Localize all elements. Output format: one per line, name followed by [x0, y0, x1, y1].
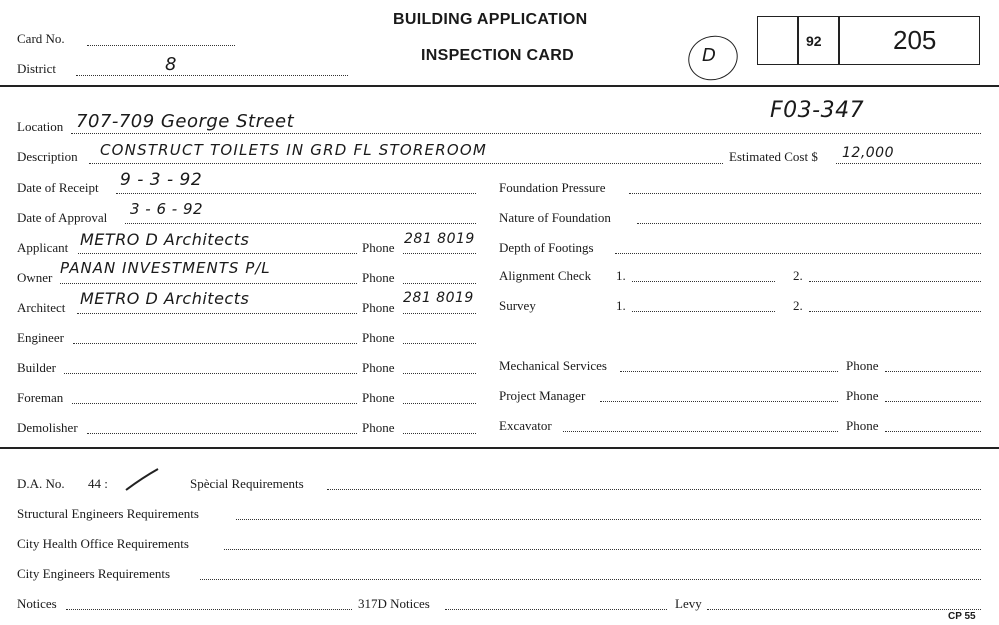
requirements-divider	[0, 447, 999, 449]
engineer-phone-field[interactable]	[403, 343, 476, 344]
engineer-field[interactable]	[73, 343, 357, 344]
engineer-phone-label: Phone	[362, 330, 395, 345]
mechanical-services-field[interactable]	[620, 371, 838, 372]
alignment-check-label: Alignment Check	[499, 268, 592, 283]
excavator-field[interactable]	[563, 431, 838, 432]
architect-field[interactable]	[77, 313, 357, 314]
mechanical-phone-field[interactable]	[885, 371, 981, 372]
architect-phone-field[interactable]	[403, 313, 476, 314]
structural-engineers-field[interactable]	[236, 519, 981, 520]
owner-value: PANAN INVESTMENTS P/L	[60, 259, 271, 277]
levy-field[interactable]	[707, 609, 981, 610]
survey-1-label: 1.	[616, 298, 626, 313]
card-no-label: Card No.	[17, 31, 65, 46]
estimated-cost-field[interactable]	[836, 163, 981, 164]
date-of-receipt-label: Date of Receipt	[17, 180, 99, 195]
foreman-field[interactable]	[72, 403, 357, 404]
owner-phone-field[interactable]	[403, 283, 476, 284]
owner-field[interactable]	[60, 283, 357, 284]
location-label: Location	[17, 119, 64, 134]
header-divider	[0, 85, 999, 87]
architect-phone-label: Phone	[362, 300, 395, 315]
project-manager-label: Project Manager	[499, 388, 586, 403]
depth-of-footings-label: Depth of Footings	[499, 240, 594, 255]
alignment-check-1-label: 1.	[616, 268, 626, 283]
notices-field[interactable]	[66, 609, 352, 610]
city-health-office-label: City Health Office Requirements	[17, 536, 189, 551]
architect-value: METRO D Architects	[80, 289, 250, 308]
city-health-office-field[interactable]	[224, 549, 981, 550]
builder-phone-label: Phone	[362, 360, 395, 375]
date-of-approval-value: 3 - 6 - 92	[130, 200, 204, 218]
applicant-phone-label: Phone	[362, 240, 395, 255]
demolisher-phone-field[interactable]	[403, 433, 476, 434]
description-field[interactable]	[89, 163, 723, 164]
foreman-phone-field[interactable]	[403, 403, 476, 404]
alignment-check-1-field[interactable]	[632, 281, 775, 282]
description-value: CONSTRUCT TOILETS IN GRD FL STOREROOM	[100, 141, 487, 159]
da-no-value: 44 :	[88, 476, 108, 491]
builder-phone-field[interactable]	[403, 373, 476, 374]
nature-of-foundation-label: Nature of Foundation	[499, 210, 611, 225]
card-title-line1: BUILDING APPLICATION	[393, 11, 588, 28]
date-of-receipt-value: 9 - 3 - 92	[120, 170, 203, 190]
applicant-phone-field[interactable]	[403, 253, 476, 254]
alignment-check-2-label: 2.	[793, 268, 803, 283]
nature-of-foundation-field[interactable]	[637, 223, 981, 224]
demolisher-phone-label: Phone	[362, 420, 395, 435]
special-requirements-label: Spècial Requirements	[190, 476, 304, 491]
notices-label: Notices	[17, 596, 57, 611]
district-field[interactable]	[76, 75, 348, 76]
date-of-approval-field[interactable]	[125, 223, 476, 224]
structural-engineers-label: Structural Engineers Requirements	[17, 506, 199, 521]
description-label: Description	[17, 149, 78, 164]
owner-phone-label: Phone	[362, 270, 395, 285]
builder-field[interactable]	[64, 373, 357, 374]
notices-317d-field[interactable]	[445, 609, 667, 610]
applicant-label: Applicant	[17, 240, 69, 255]
project-manager-phone-label: Phone	[846, 388, 879, 403]
foundation-pressure-label: Foundation Pressure	[499, 180, 606, 195]
da-slash-mark	[122, 466, 162, 494]
city-engineers-field[interactable]	[200, 579, 981, 580]
applicant-value: METRO D Architects	[80, 230, 250, 249]
architect-phone-value: 281 8019	[403, 290, 474, 306]
foreman-label: Foreman	[17, 390, 64, 405]
demolisher-field[interactable]	[87, 433, 357, 434]
da-no-label: D.A. No.	[17, 476, 65, 491]
survey-2-label: 2.	[793, 298, 803, 313]
date-of-receipt-field[interactable]	[116, 193, 476, 194]
mechanical-phone-label: Phone	[846, 358, 879, 373]
estimated-cost-value: 12,000	[842, 145, 894, 161]
engineer-label: Engineer	[17, 330, 64, 345]
foreman-phone-label: Phone	[362, 390, 395, 405]
year-value: 92	[806, 33, 822, 49]
demolisher-label: Demolisher	[17, 420, 78, 435]
card-no-field[interactable]	[87, 45, 235, 46]
applicant-phone-value: 281 8019	[404, 231, 475, 247]
survey-1-field[interactable]	[632, 311, 775, 312]
excavator-phone-field[interactable]	[885, 431, 981, 432]
notices-317d-label: 317D Notices	[358, 596, 430, 611]
estimated-cost-label: Estimated Cost $	[729, 149, 818, 164]
circled-mark-text: D	[702, 45, 717, 66]
builder-label: Builder	[17, 360, 56, 375]
project-manager-phone-field[interactable]	[885, 401, 981, 402]
survey-2-field[interactable]	[809, 311, 981, 312]
location-field[interactable]	[71, 133, 981, 134]
applicant-field[interactable]	[78, 253, 357, 254]
survey-label: Survey	[499, 298, 536, 313]
special-requirements-field[interactable]	[327, 489, 981, 490]
blank-box	[757, 16, 799, 65]
district-value: 8	[165, 54, 177, 75]
owner-label: Owner	[17, 270, 53, 285]
excavator-label: Excavator	[499, 418, 552, 433]
architect-label: Architect	[17, 300, 66, 315]
location-value: 707-709 George Street	[76, 111, 295, 132]
city-engineers-label: City Engineers Requirements	[17, 566, 171, 581]
alignment-check-2-field[interactable]	[809, 281, 981, 282]
reference-note: F03-347	[770, 98, 865, 123]
mechanical-services-label: Mechanical Services	[499, 358, 607, 373]
project-manager-field[interactable]	[600, 401, 838, 402]
depth-of-footings-field[interactable]	[615, 253, 981, 254]
card-title-line2: INSPECTION CARD	[421, 47, 574, 64]
levy-label: Levy	[675, 596, 702, 611]
form-code: CP 55	[948, 611, 976, 622]
district-label: District	[17, 61, 56, 76]
foundation-pressure-field[interactable]	[629, 193, 981, 194]
excavator-phone-label: Phone	[846, 418, 879, 433]
card-number: 205	[893, 25, 937, 55]
date-of-approval-label: Date of Approval	[17, 210, 108, 225]
